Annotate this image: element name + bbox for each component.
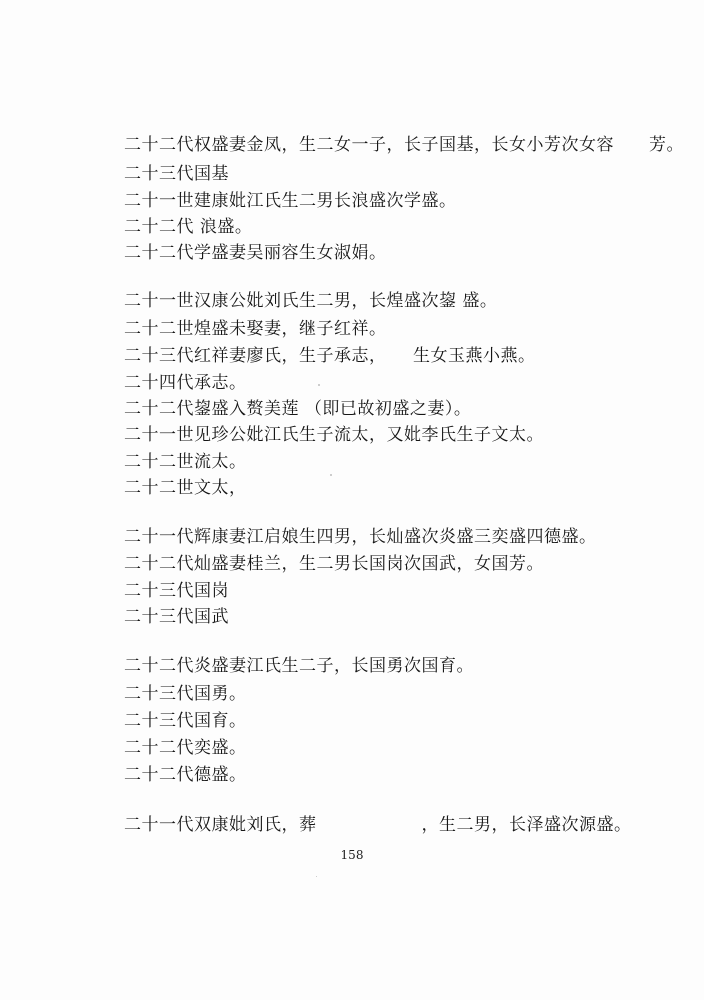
text-line: 二十二世流太。 — [124, 452, 247, 472]
scan-speck — [316, 876, 317, 877]
text-line: 二十三代国武 — [124, 607, 229, 627]
text-line: 二十一世建康妣江氏生二男长浪盛次学盛。 — [124, 191, 457, 211]
text-line: 二十三代国勇。 — [124, 684, 247, 704]
text-line: 二十一代双康妣刘氏，葬 ，生二男，长泽盛次源盛。 — [124, 815, 632, 835]
text-line: 二十三代红祥妻廖氏，生子承志， 生女玉燕小燕。 — [124, 346, 536, 366]
scan-speck — [318, 384, 320, 386]
text-line: 二十二代灿盛妻桂兰，生二男长国岗次国武，女国芳。 — [124, 554, 544, 574]
text-line: 二十二代权盛妻金凤，生二女一子，长子国基，长女小芳次女容 芳。 — [124, 135, 684, 155]
scan-speck — [330, 474, 332, 476]
text-line: 二十二世文太， — [124, 478, 247, 498]
text-line: 二十二代鋆盛入赘美莲 （即已故初盛之妻）。 — [124, 399, 472, 419]
text-line: 二十四代承志。 — [124, 373, 247, 393]
text-line: 二十三代国岗 — [124, 581, 229, 601]
text-line: 二十一世见珍公妣江氏生子流太，又妣李氏生子文太。 — [124, 425, 544, 445]
text-line: 二十一代辉康妻江启娘生四男，长灿盛次炎盛三奕盛四德盛。 — [124, 527, 597, 547]
text-line: 二十二代奕盛。 — [124, 738, 247, 758]
text-line: 二十三代国育。 — [124, 711, 247, 731]
text-line: 二十二代炎盛妻江氏生二子，长国勇次国育。 — [124, 656, 474, 676]
text-line: 二十二代德盛。 — [124, 765, 247, 785]
text-line: 二十一世汉康公妣刘氏生二男，长煌盛次鋆 盛。 — [124, 291, 498, 311]
text-line: 二十二世煌盛未娶妻，继子红祥。 — [124, 319, 387, 339]
text-line: 二十二代学盛妻吴丽容生女淑娟。 — [124, 243, 387, 263]
text-line: 二十三代国基 — [124, 164, 229, 184]
text-line: 二十二代 浪盛。 — [124, 217, 253, 237]
page-number: 158 — [340, 848, 364, 862]
